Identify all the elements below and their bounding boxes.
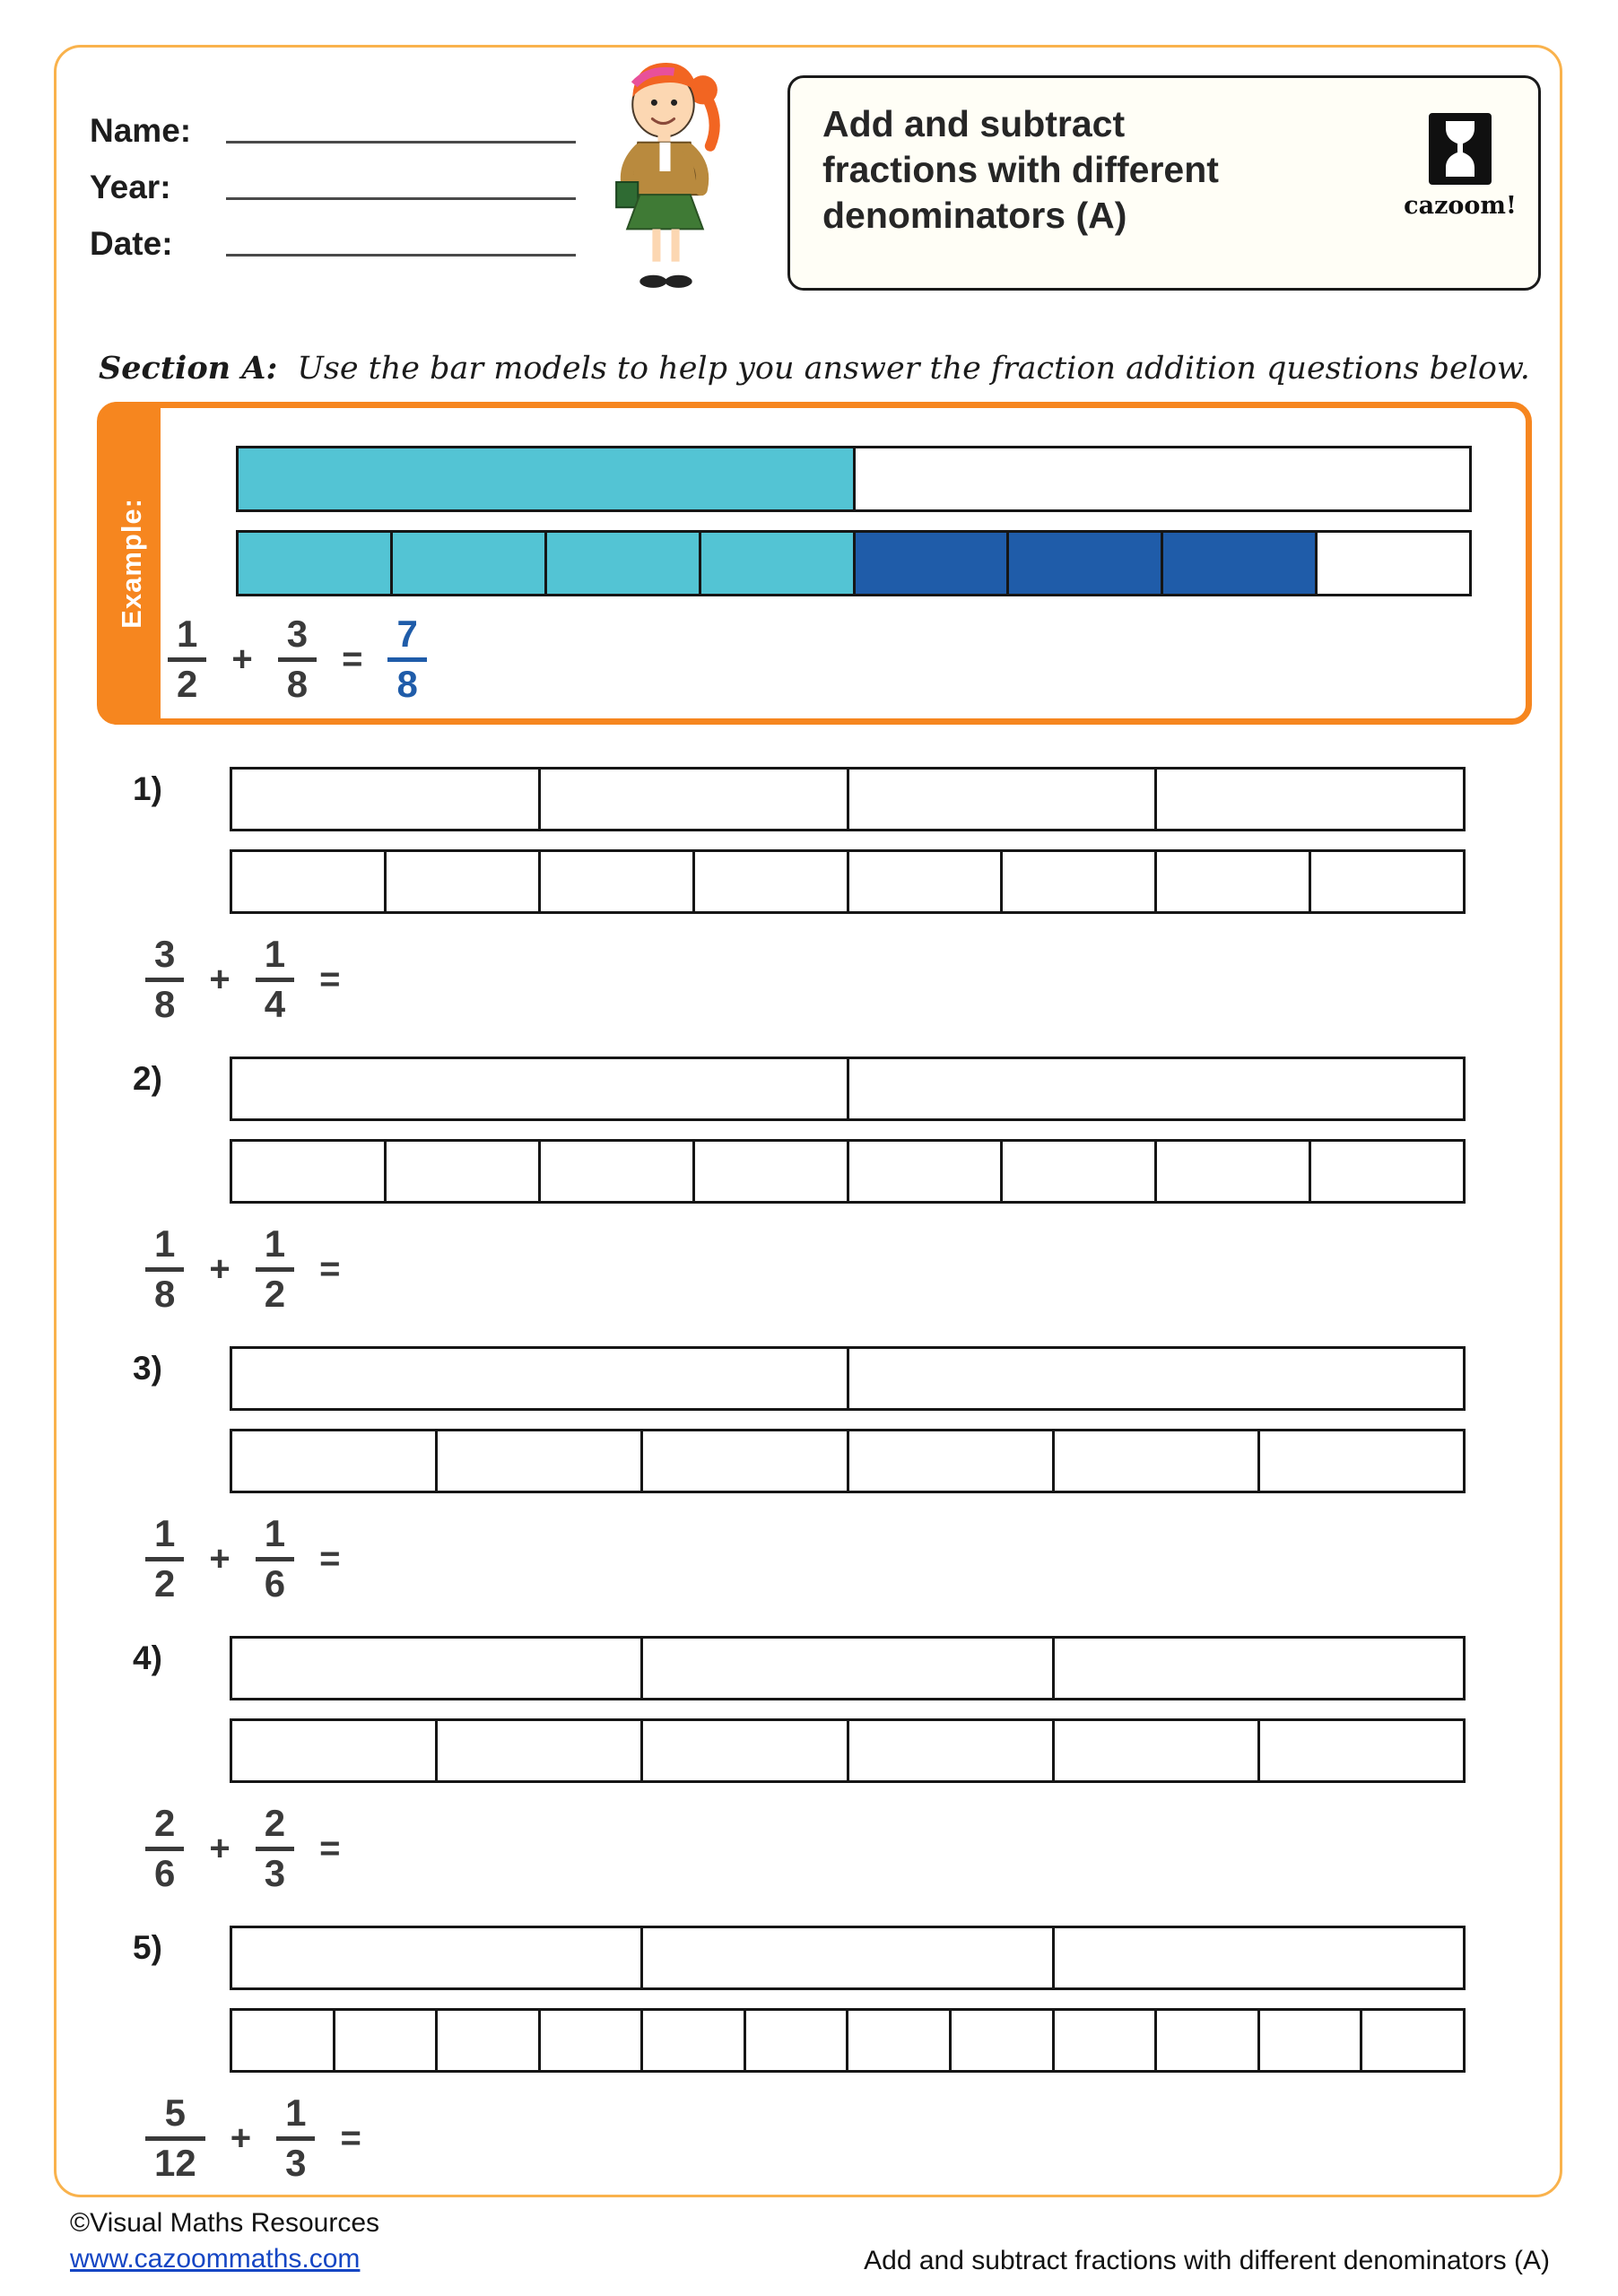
name-field-line (226, 141, 576, 144)
fraction (278, 612, 317, 705)
equals-sign: = (342, 639, 363, 679)
question-bar-top (230, 1926, 1466, 1990)
bar-cell (849, 1059, 1464, 1118)
denominator: 3 (264, 1851, 286, 1894)
fraction (145, 1222, 184, 1315)
question-number: 1) (133, 770, 162, 807)
question-equation (145, 1797, 340, 1900)
fraction-bar (387, 657, 426, 662)
bar-cell (643, 1928, 1054, 1987)
fraction (256, 1222, 294, 1315)
denominator: 3 (285, 2141, 307, 2184)
example-tab (103, 408, 161, 718)
bar-cell-teal (239, 448, 856, 509)
plus-sign: + (231, 639, 253, 679)
bar-cell (643, 2011, 746, 2070)
fraction (256, 1511, 294, 1605)
name-field-row (90, 93, 576, 150)
bar-cell (438, 1721, 643, 1780)
fraction-bar (145, 1847, 184, 1851)
bar-cell (232, 1721, 438, 1780)
question-block-4 (97, 1636, 1532, 1926)
date-label: Date: (90, 225, 173, 262)
bar-cell (856, 448, 1470, 509)
denominator: 6 (154, 1851, 176, 1894)
numerator: 5 (164, 2091, 187, 2134)
bar-cell-blue (1163, 533, 1318, 594)
section-a-heading (99, 350, 1530, 387)
fraction-bar (256, 978, 294, 982)
bar-cell (541, 852, 695, 911)
worksheet-title (822, 101, 1219, 238)
question-bar-bottom (230, 1718, 1466, 1783)
result-fraction (387, 612, 426, 705)
question-number: 4) (133, 1639, 162, 1676)
bar-cell (1260, 2011, 1363, 2070)
question-block-1 (97, 767, 1532, 1057)
bar-cell-teal (239, 533, 393, 594)
bar-cell (1362, 2011, 1463, 2070)
question-number: 5) (133, 1929, 162, 1966)
bar-cell (387, 852, 541, 911)
question-bar-top (230, 1636, 1466, 1700)
bar-cell (746, 2011, 849, 2070)
footer-url-link[interactable]: www.cazoommaths.com (70, 2244, 361, 2274)
bar-cell (1260, 1721, 1463, 1780)
equals-sign: = (340, 2118, 361, 2158)
bar-cell (1157, 1142, 1311, 1201)
example-bar-bottom (236, 530, 1472, 596)
fraction-bar (145, 2136, 205, 2141)
numerator: 1 (154, 1222, 176, 1265)
question-equation (145, 1508, 340, 1610)
question-equation (145, 1218, 340, 1320)
question-bar-top (230, 1346, 1466, 1411)
bar-cell (1318, 533, 1469, 594)
bar-cell (849, 1431, 1055, 1491)
fraction-bar (276, 2136, 315, 2141)
equals-sign: = (319, 959, 341, 999)
denominator: 12 (154, 2141, 196, 2184)
question-bar-bottom (230, 1429, 1466, 1493)
fraction-bar (256, 1847, 294, 1851)
bar-cell (1311, 852, 1463, 911)
question-block-5 (97, 1926, 1532, 2215)
fraction (256, 932, 294, 1025)
numerator: 1 (264, 932, 286, 975)
bar-cell (849, 1349, 1464, 1408)
bar-cell-teal (547, 533, 701, 594)
fraction-bar (145, 1267, 184, 1272)
fraction (256, 1801, 294, 1894)
bar-cell (695, 1142, 849, 1201)
fraction-bar (278, 657, 317, 662)
bar-cell (232, 1639, 643, 1698)
denominator: 2 (177, 662, 198, 705)
bar-cell (1055, 1431, 1260, 1491)
example-tab-label: Example: (116, 498, 147, 629)
denominator: 4 (264, 982, 286, 1025)
fraction (145, 1801, 184, 1894)
bar-cell (643, 1431, 848, 1491)
denominator: 8 (154, 1272, 176, 1315)
bar-cell (541, 2011, 644, 2070)
fraction-bar (145, 1557, 184, 1561)
equals-sign: = (319, 1538, 341, 1578)
section-a-instruction: Use the bar models to help you answer the fraction addition questions below. (297, 351, 1530, 387)
bar-cell (1055, 1928, 1463, 1987)
bar-cell (849, 1721, 1055, 1780)
date-field-line (226, 254, 576, 257)
bar-cell (643, 1721, 848, 1780)
bar-cell (1260, 1431, 1463, 1491)
bar-cell (232, 1349, 849, 1408)
denominator: 8 (396, 662, 418, 705)
bar-cell (1157, 852, 1311, 911)
question-bar-top (230, 767, 1466, 831)
numerator: 2 (264, 1801, 286, 1844)
section-a-label: Section A: (99, 350, 278, 387)
plus-sign: + (209, 1828, 231, 1868)
example-bar-top (236, 446, 1472, 512)
bar-cell (232, 770, 541, 829)
fraction-bar (256, 1557, 294, 1561)
bar-cell (438, 2011, 541, 2070)
bar-cell-teal (701, 533, 856, 594)
numerator: 1 (264, 1511, 286, 1554)
bar-cell (387, 1142, 541, 1201)
fraction (145, 932, 184, 1025)
bar-cell (849, 1142, 1004, 1201)
denominator: 8 (154, 982, 176, 1025)
bar-cell-blue (856, 533, 1010, 594)
bar-cell (335, 2011, 439, 2070)
fraction (168, 612, 206, 705)
numerator: 1 (177, 612, 198, 655)
denominator: 2 (154, 1561, 176, 1605)
numerator: 1 (285, 2091, 307, 2134)
footer-worksheet-title: Add and subtract fractions with different denominators (A) (864, 2246, 1550, 2275)
denominator: 8 (286, 662, 309, 705)
bar-cell (695, 852, 849, 911)
bar-cell (438, 1431, 643, 1491)
bar-cell (1055, 1639, 1463, 1698)
question-bar-bottom (230, 849, 1466, 914)
year-field-row (90, 150, 576, 206)
numerator: 7 (396, 612, 418, 655)
question-block-3 (97, 1346, 1532, 1636)
bar-cell (849, 852, 1004, 911)
question-bar-top (230, 1057, 1466, 1121)
bar-cell (952, 2011, 1055, 2070)
fraction (145, 1511, 184, 1605)
question-number: 2) (133, 1060, 162, 1097)
bar-cell (232, 1059, 849, 1118)
header-fields (90, 93, 576, 263)
bar-cell (1003, 1142, 1157, 1201)
plus-sign: + (230, 2118, 252, 2158)
cazoom-logo (1402, 112, 1518, 220)
cazoom-logo-text: cazoom! (1404, 192, 1517, 220)
bar-cell (541, 1142, 695, 1201)
bar-cell (232, 1142, 387, 1201)
fraction (145, 2091, 205, 2184)
bar-cell (1311, 1142, 1463, 1201)
bar-cell (232, 1431, 438, 1491)
bar-cell (232, 1928, 643, 1987)
title-line-1: Add and subtract (822, 103, 1126, 144)
fraction-bar (145, 978, 184, 982)
equals-sign: = (319, 1828, 341, 1868)
question-equation (145, 2087, 361, 2189)
bar-cell (1003, 852, 1157, 911)
fraction-bar (256, 1267, 294, 1272)
question-bar-bottom (230, 2008, 1466, 2073)
plus-sign: + (209, 1538, 231, 1578)
bar-cell (848, 2011, 952, 2070)
equals-sign: = (319, 1248, 341, 1289)
numerator: 1 (154, 1511, 176, 1554)
bar-cell (232, 2011, 335, 2070)
question-number: 3) (133, 1350, 162, 1387)
title-line-3: denominators (A) (822, 194, 1127, 236)
footer-copyright: ©Visual Maths Resources (70, 2208, 380, 2238)
bar-cell (1157, 770, 1463, 829)
bar-cell (1157, 2011, 1260, 2070)
girl-illustration (578, 52, 753, 305)
bar-cell (1055, 1721, 1260, 1780)
numerator: 3 (154, 932, 176, 975)
question-equation (145, 928, 340, 1031)
bar-cell (643, 1639, 1054, 1698)
fraction (276, 2091, 315, 2184)
plus-sign: + (209, 959, 231, 999)
denominator: 6 (264, 1561, 286, 1605)
denominator: 2 (264, 1272, 286, 1315)
title-line-2: fractions with different (822, 148, 1219, 190)
example-equation (168, 609, 427, 709)
numerator: 3 (286, 612, 309, 655)
numerator: 1 (264, 1222, 286, 1265)
fraction-bar (168, 657, 206, 662)
name-label: Name: (90, 112, 192, 149)
bar-cell (541, 770, 849, 829)
bar-cell (232, 852, 387, 911)
cazoom-logo-icon (1428, 112, 1492, 186)
bar-cell-teal (393, 533, 547, 594)
numerator: 2 (154, 1801, 176, 1844)
bar-cell (1055, 2011, 1158, 2070)
year-label: Year: (90, 169, 171, 205)
year-field-line (226, 197, 576, 200)
bar-cell (849, 770, 1158, 829)
question-block-2 (97, 1057, 1532, 1346)
bar-cell-blue (1009, 533, 1163, 594)
example-box (97, 402, 1532, 725)
plus-sign: + (209, 1248, 231, 1289)
date-field-row (90, 206, 576, 263)
title-box (787, 75, 1541, 291)
question-bar-bottom (230, 1139, 1466, 1204)
